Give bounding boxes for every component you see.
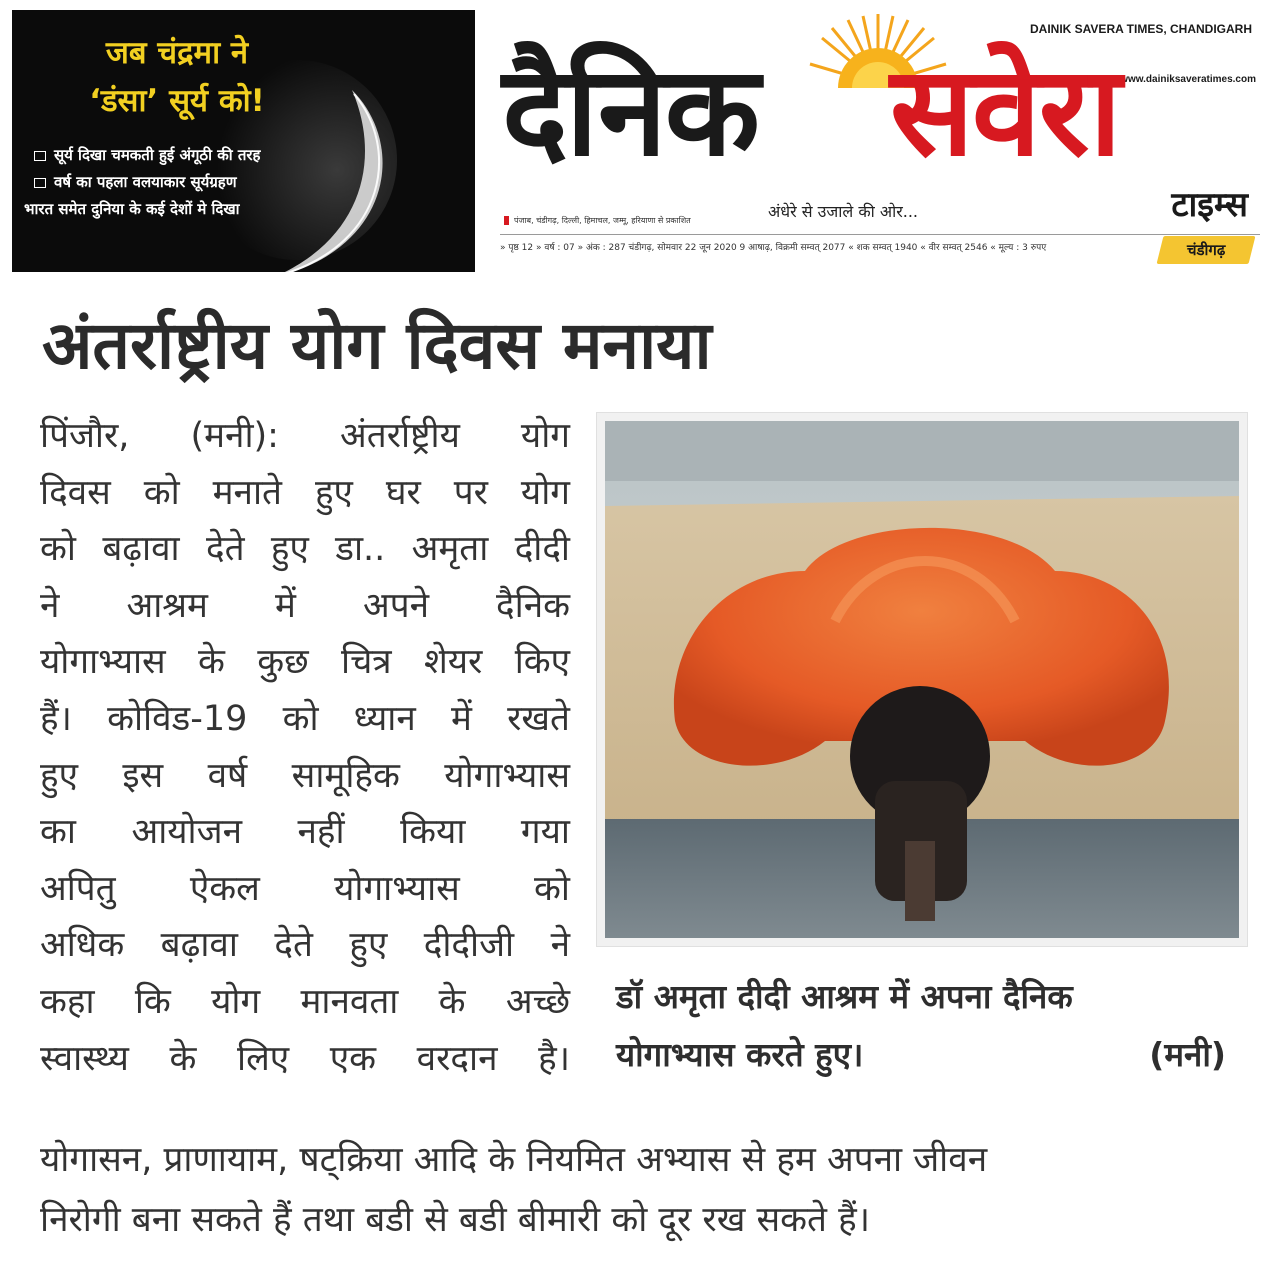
issue-info-line: » पृष्ठ 12 » वर्ष : 07 » अंक : 287 चंडीगढ़, सोमवार 22 जून 2020 9 आषाढ़, विक्रमी सम्वत् 2077 « शक सम्वत् 1940 « वीर सम्वत् 2546 « मूल्य : 3 रुपए	[500, 243, 1047, 253]
yoga-pose-photo	[605, 421, 1239, 938]
solar-eclipse-promo[interactable]	[12, 10, 475, 272]
promo-title-line1: जब चंद्रमा ने	[105, 35, 249, 71]
body-line: दिवस को मनाते हुए घर पर योग	[40, 472, 570, 513]
city-edition-tab: चंडीगढ़	[1157, 236, 1256, 264]
red-marker-icon	[504, 216, 509, 225]
promo-bullet: सूर्य दिखा चमकती हुई अंगूठी की तरह	[34, 142, 261, 169]
body-line: स्वास्थ्य के लिए एक वरदान है।	[40, 1038, 570, 1079]
body-line: निरोगी बना सकते हैं तथा बडी से बडी बीमारी को दूर रख सकते हैं।	[40, 1200, 870, 1240]
body-line: पिंजौर, (मनी): अंतर्राष्ट्रीय योग	[40, 416, 570, 456]
newspaper-masthead	[490, 10, 1270, 272]
website-url[interactable]: www.dainiksaveratimes.com	[1120, 74, 1256, 85]
caption-line2: योगाभ्यास करते हुए। (मनी)	[616, 1026, 1226, 1084]
promo-bullet-continuation: भारत समेत दुनिया के कई देशों मे दिखा	[24, 200, 240, 218]
masthead-name-part3: टाइम्स	[1171, 185, 1248, 225]
body-line: अपितु ऐकल योगाभ्यास को	[40, 868, 570, 909]
body-line: योगाभ्यास के कुछ चित्र शेयर किए	[40, 642, 570, 683]
article-tail	[40, 1130, 1250, 1250]
promo-title-line2: ‘डंसा’ सूर्य को!	[89, 83, 265, 119]
article-body	[40, 408, 570, 1087]
body-line: को बढ़ावा देते हुए डा.. अमृता दीदी	[40, 529, 570, 570]
masthead-edition-label: DAINIK SAVERA TIMES, CHANDIGARH	[1029, 22, 1252, 36]
photo-caption	[616, 968, 1226, 1084]
body-line: कहा कि योग मानवता के अच्छे	[40, 981, 570, 1022]
editions-line: पंजाब, चंडीगढ़, दिल्ली, हिमाचल, जम्मू, हरियाणा से प्रकाशित	[504, 215, 691, 226]
body-line: का आयोजन नहीं किया गया	[40, 812, 570, 853]
body-line: अधिक बढ़ावा देते हुए दीदीजी ने	[40, 925, 570, 966]
photo-credit: (मनी)	[1149, 1035, 1226, 1074]
body-line: ने आश्रम में अपने दैनिक	[40, 585, 570, 626]
bullet-icon	[34, 178, 46, 188]
bullet-icon	[34, 151, 46, 161]
masthead-name-part2: सवेरा	[890, 40, 1120, 184]
masthead-divider	[500, 234, 1260, 235]
article-headline: अंतर्राष्ट्रीय योग दिवस मनाया	[42, 307, 712, 384]
promo-bullets	[24, 142, 261, 223]
body-line: हैं। कोविड-19 को ध्यान में रखते	[40, 698, 570, 739]
masthead-name-part1: दैनिक	[502, 40, 759, 184]
promo-bullet: वर्ष का पहला वलयाकार सूर्यग्रहण	[34, 169, 261, 196]
body-line: योगासन, प्राणायाम, षट्क्रिया आदि के नियमित अभ्यास से हम अपना जीवन	[40, 1140, 988, 1180]
masthead-tagline: अंधेरे से उजाले की ओर...	[768, 202, 919, 221]
caption-line1: डॉ अमृता दीदी आश्रम में अपना दैनिक	[616, 977, 1073, 1016]
article-photo-frame	[597, 413, 1247, 946]
body-line: हुए इस वर्ष सामूहिक योगाभ्यास	[40, 755, 570, 796]
